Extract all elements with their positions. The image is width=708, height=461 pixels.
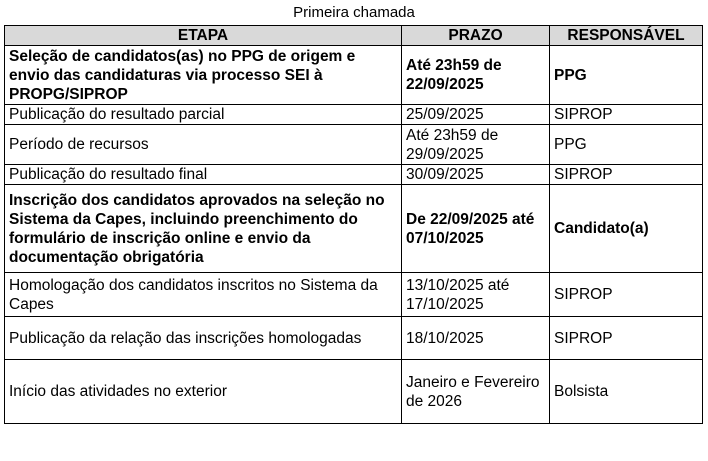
etapa-cell: Publicação do resultado final — [5, 165, 402, 185]
schedule-table — [4, 25, 703, 424]
responsavel-cell: SIPROP — [550, 317, 703, 360]
responsavel-cell: SIPROP — [550, 165, 703, 185]
prazo-cell: Até 23h59 de 29/09/2025 — [402, 125, 550, 165]
prazo-cell: Até 23h59 de 22/09/2025 — [402, 46, 550, 105]
table-row — [5, 105, 703, 125]
etapa-cell: Publicação da relação das inscrições homologadas — [5, 317, 402, 360]
prazo-cell: 18/10/2025 — [402, 317, 550, 360]
prazo-cell: Janeiro e Fevereiro de 2026 — [402, 360, 550, 424]
header-etapa: ETAPA — [5, 26, 402, 46]
table-row — [5, 185, 703, 273]
etapa-cell: Período de recursos — [5, 125, 402, 165]
responsavel-cell: Bolsista — [550, 360, 703, 424]
prazo-cell: De 22/09/2025 até 07/10/2025 — [402, 185, 550, 273]
responsavel-cell: SIPROP — [550, 273, 703, 317]
header-row — [5, 26, 703, 46]
table-row — [5, 125, 703, 165]
prazo-cell: 13/10/2025 até 17/10/2025 — [402, 273, 550, 317]
table-row — [5, 46, 703, 105]
etapa-cell: Início das atividades no exterior — [5, 360, 402, 424]
header-prazo: PRAZO — [402, 26, 550, 46]
header-responsavel: RESPONSÁVEL — [550, 26, 703, 46]
table-row — [5, 165, 703, 185]
etapa-cell: Seleção de candidatos(as) no PPG de origem e envio das candidaturas via processo SEI à PROPG/SIPROP — [5, 46, 402, 105]
table-row — [5, 317, 703, 360]
responsavel-cell: Candidato(a) — [550, 185, 703, 273]
table-row — [5, 360, 703, 424]
prazo-cell: 30/09/2025 — [402, 165, 550, 185]
table-caption: Primeira chamada — [293, 4, 415, 21]
responsavel-cell: PPG — [550, 125, 703, 165]
etapa-cell: Inscrição dos candidatos aprovados na seleção no Sistema da Capes, incluindo preenchimento do formulário de inscrição online e envio da documentação obrigatória — [5, 185, 402, 273]
etapa-cell: Homologação dos candidatos inscritos no Sistema da Capes — [5, 273, 402, 317]
prazo-cell: 25/09/2025 — [402, 105, 550, 125]
responsavel-cell: PPG — [550, 46, 703, 105]
responsavel-cell: SIPROP — [550, 105, 703, 125]
table-row — [5, 273, 703, 317]
etapa-cell: Publicação do resultado parcial — [5, 105, 402, 125]
